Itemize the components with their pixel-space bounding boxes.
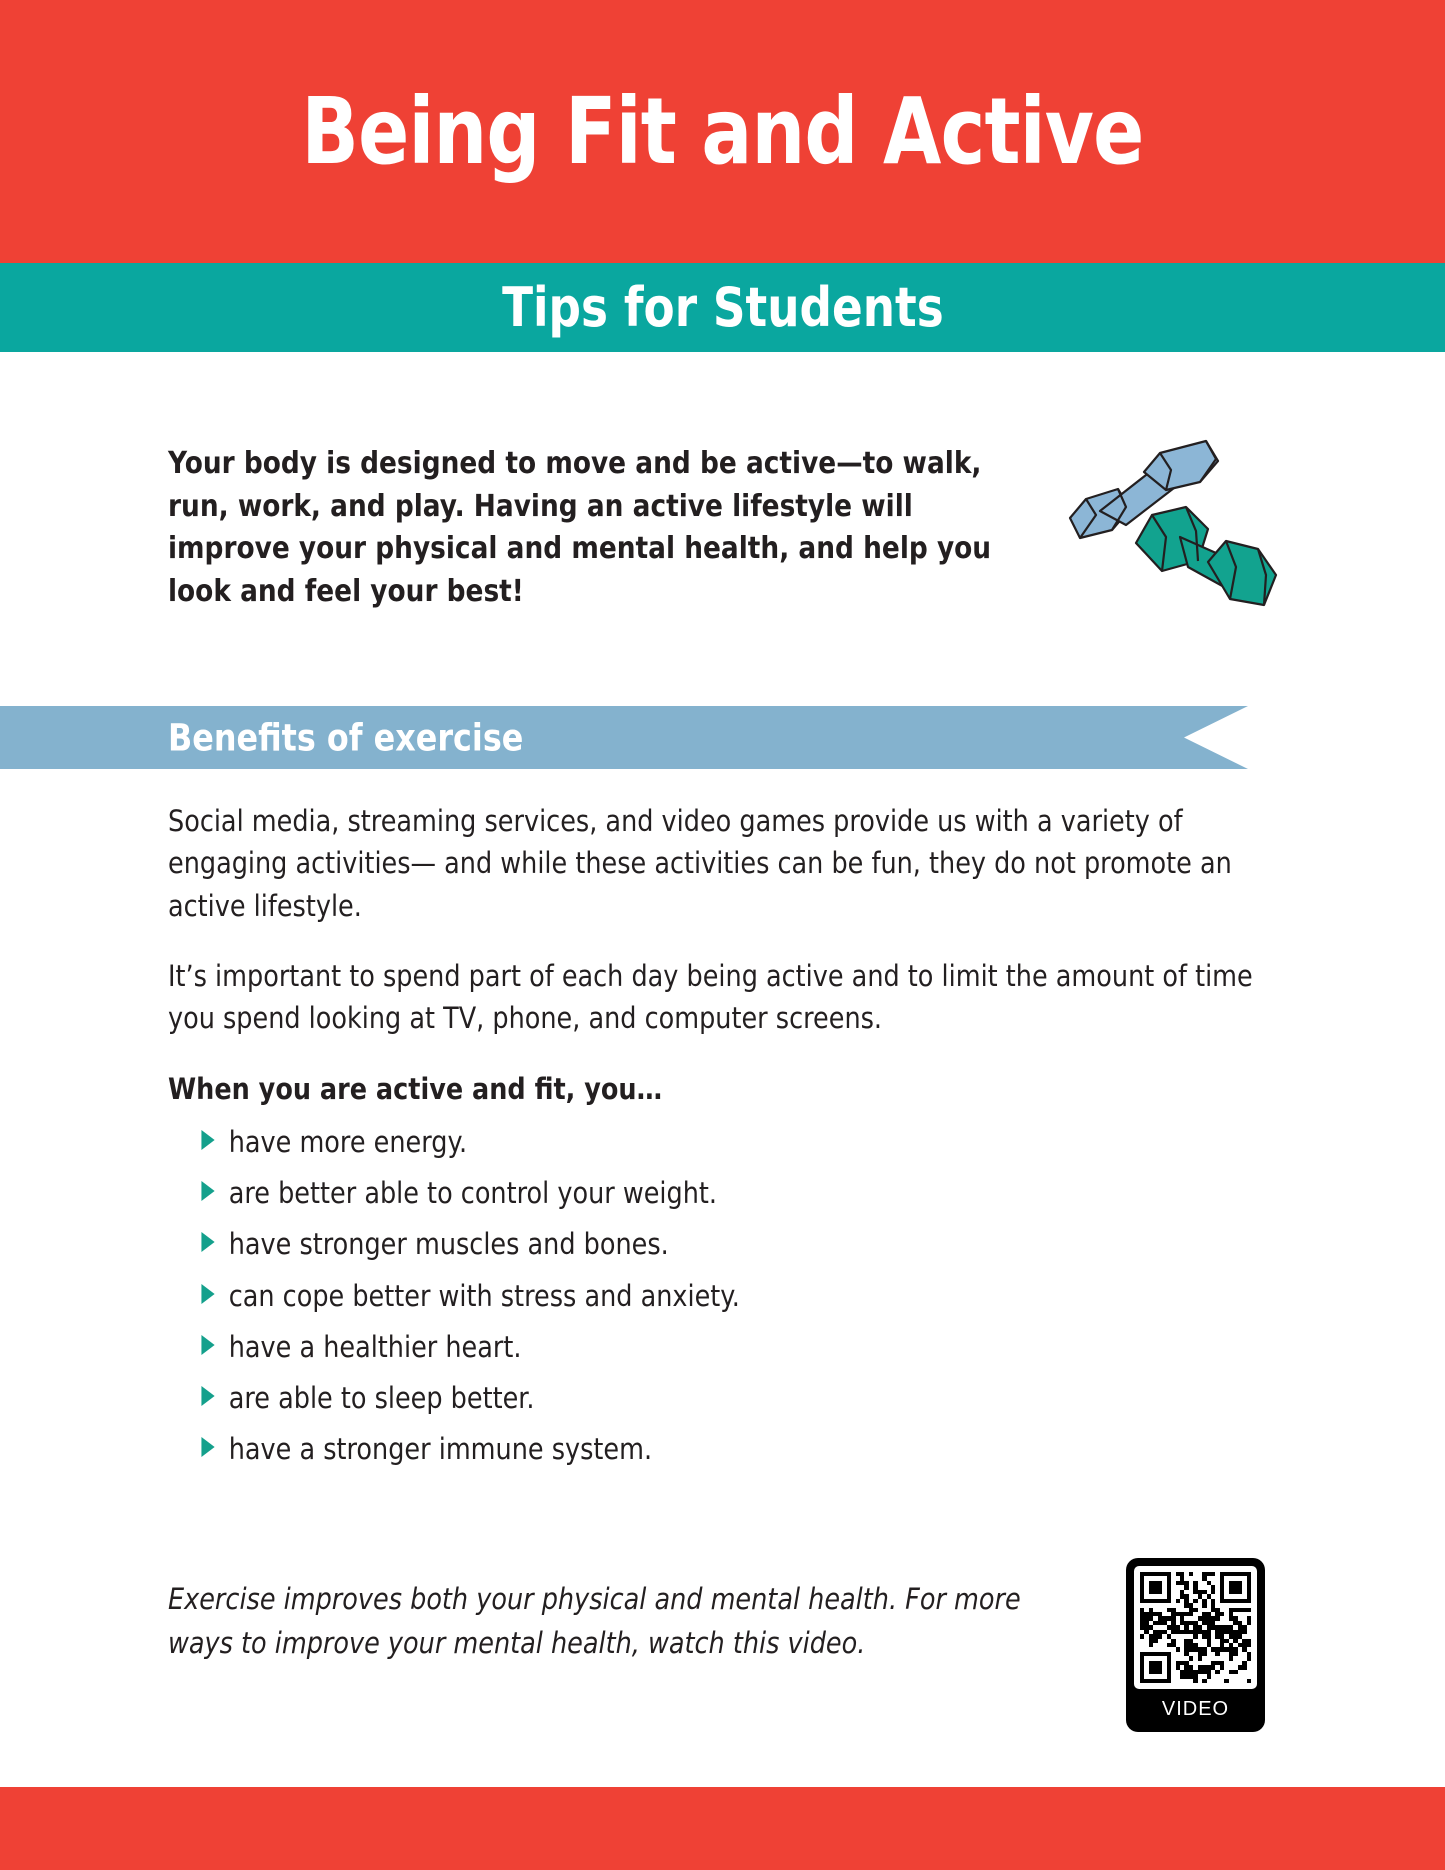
header-title-band	[0, 0, 1445, 263]
list-item-label: are better able to control your weight.	[228, 1176, 718, 1211]
list-item-label: are able to sleep better.	[228, 1381, 535, 1416]
list-item-label: have a stronger immune system.	[228, 1432, 653, 1467]
list-item-label: have stronger muscles and bones.	[228, 1227, 669, 1262]
footer-bar	[0, 1787, 1445, 1870]
benefits-list	[168, 1124, 1283, 1468]
qr-code-image	[1134, 1566, 1257, 1689]
list-item	[201, 1329, 1282, 1365]
list-item-label: have more energy.	[228, 1124, 468, 1159]
triangle-bullet-icon	[201, 1386, 214, 1406]
triangle-bullet-icon	[201, 1181, 214, 1201]
list-item-label: have a healthier heart.	[228, 1329, 522, 1364]
list-item	[201, 1175, 1282, 1211]
list-item	[201, 1124, 1282, 1160]
dumbbells-icon	[1040, 425, 1285, 625]
section-banner-label: Benefits of exercise	[168, 716, 524, 759]
list-lead-text: When you are active and fit, you…	[168, 1071, 663, 1106]
list-item	[201, 1278, 1282, 1314]
triangle-bullet-icon	[201, 1335, 214, 1355]
intro-text: Your body is designed to move and be active—to walk, run, work, and play. Having an active lifestyle will improve your physical and mental health, and help you look and feel your best!	[168, 446, 992, 609]
header-subtitle-band	[0, 263, 1445, 352]
qr-modules	[1140, 1572, 1251, 1683]
list-item	[201, 1226, 1282, 1262]
triangle-bullet-icon	[201, 1284, 214, 1304]
triangle-bullet-icon	[201, 1232, 214, 1252]
list-item	[201, 1431, 1282, 1467]
video-note-text: Exercise improves both your physical and mental health. For more ways to improve your mental health, watch this video.	[168, 1582, 1021, 1660]
page-subtitle: Tips for Students	[501, 275, 944, 339]
body-paragraph-2: It’s important to spend part of each day being active and to limit the amount of time you spend looking at TV, phone, and computer screens.	[168, 958, 1253, 1036]
triangle-bullet-icon	[201, 1437, 214, 1457]
intro-block	[168, 443, 1048, 613]
body-paragraph-1: Social media, streaming services, and video games provide us with a variety of engaging activities— and while these activities can be fun, they do not promote an active lifestyle.	[168, 804, 1232, 923]
page-title: Being Fit and Active	[301, 77, 1144, 185]
qr-caption-label: VIDEO	[1161, 1698, 1230, 1720]
dumbbell-illustration	[1040, 425, 1285, 625]
list-item-label: can cope better with stress and anxiety.	[228, 1278, 740, 1313]
triangle-bullet-icon	[201, 1130, 214, 1150]
section-banner	[0, 706, 1248, 769]
section-body	[168, 800, 1283, 1483]
list-item	[201, 1380, 1282, 1416]
video-qr-code[interactable]	[1126, 1558, 1265, 1732]
